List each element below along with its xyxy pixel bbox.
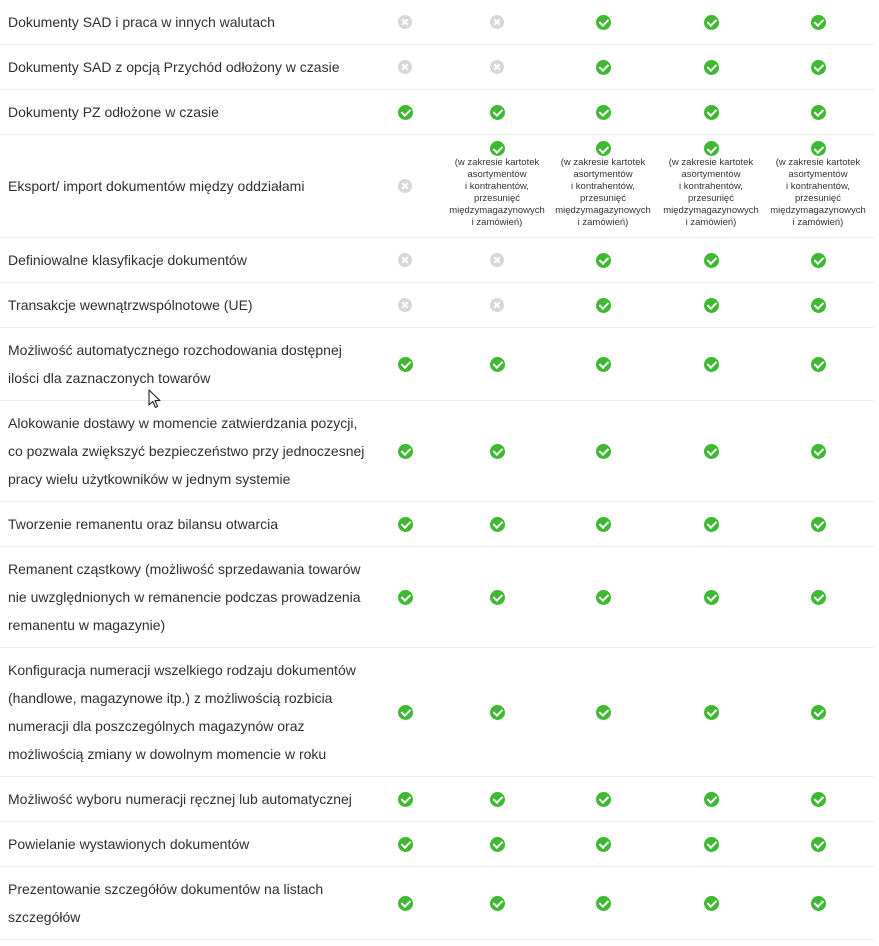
plan-cell [552,90,654,134]
x-circle-icon [398,60,412,74]
check-circle-icon [596,141,611,156]
table-row [0,547,874,648]
plan-cell [374,45,436,89]
feature-label [8,555,373,639]
check-circle-icon [398,357,413,372]
plan-cell [768,135,868,237]
feature-label-line: nie uwzględnionych w remanencie podczas prowadzenia [8,589,361,605]
feature-label-line: Definiowalne klasyfikacje dokumentów [8,252,247,268]
check-circle-icon [811,15,826,30]
scope-note: (w zakresie kartotek asortymentów i kontrahentów, przesunięć międzymagazynowych i zamówień) [449,157,545,228]
check-circle-icon [596,792,611,807]
mouse-cursor-icon [148,389,162,409]
feature-label [8,409,373,493]
check-circle-icon [398,837,413,852]
check-circle-icon [704,444,719,459]
plan-cell [374,283,436,327]
plan-cell [374,777,436,821]
check-circle-icon [490,896,505,911]
plan-cell [552,238,654,282]
check-circle-icon [490,357,505,372]
check-circle-icon [596,517,611,532]
x-circle-icon [490,15,504,29]
scope-note: (w zakresie kartotek asortymentów i kontrahentów, przesunięć międzymagazynowych i zamówień) [663,157,759,228]
check-circle-icon [704,15,719,30]
check-circle-icon [490,792,505,807]
plan-cell [552,283,654,327]
plan-cell [552,547,654,647]
feature-label [8,172,373,200]
table-row [0,777,874,822]
check-circle-icon [398,105,413,120]
check-circle-icon [398,705,413,720]
plan-cell [660,283,762,327]
feature-label-line: pracy wielu użytkowników w jednym systemie [8,471,291,487]
check-circle-icon [596,705,611,720]
plan-cell [552,45,654,89]
feature-label-line: remanentu w magazynie) [8,617,166,633]
check-circle-icon [704,298,719,313]
check-circle-icon [704,896,719,911]
feature-label-line: szczegółów [8,909,81,925]
check-circle-icon [811,357,826,372]
table-row [0,867,874,940]
feature-label-line: Dokumenty SAD z opcją Przychód odłożony w czasie [8,59,340,75]
check-circle-icon [811,837,826,852]
plan-cell [768,45,868,89]
plan-cell [450,0,544,44]
check-circle-icon [398,792,413,807]
check-circle-icon [596,357,611,372]
check-circle-icon [811,896,826,911]
feature-label-line: Transakcje wewnątrzwspólnotowe (UE) [8,297,253,313]
table-row [0,822,874,867]
plan-cell [768,502,868,546]
table-row [0,648,874,777]
table-row [0,328,874,401]
check-circle-icon [811,590,826,605]
feature-label-line: Możliwość wyboru numeracji ręcznej lub automatycznej [8,791,352,807]
feature-label-line: co pozwala zwiększyć bezpieczeństwo przy jednoczesnej [8,443,365,459]
check-circle-icon [704,105,719,120]
table-row [0,238,874,283]
check-circle-icon [596,15,611,30]
feature-label-line: możliwością zmiany w dowolnym momencie w roku [8,746,327,762]
plan-cell [374,401,436,501]
check-circle-icon [704,357,719,372]
feature-label-line: Tworzenie remanentu oraz bilansu otwarcia [8,516,279,532]
check-circle-icon [704,705,719,720]
feature-label-line: Możliwość automatycznego rozchodowania dostępnej [8,342,342,358]
feature-label-line: Dokumenty SAD i praca w innych walutach [8,14,275,30]
plan-cell [552,867,654,939]
check-circle-icon [596,298,611,313]
check-circle-icon [398,444,413,459]
check-circle-icon [704,792,719,807]
feature-label [8,336,373,392]
plan-cell [660,328,762,400]
x-circle-icon [398,253,412,267]
plan-cell [450,502,544,546]
plan-cell [552,502,654,546]
table-row [0,502,874,547]
plan-cell [660,401,762,501]
check-circle-icon [596,60,611,75]
table-row [0,45,874,90]
feature-label [8,53,373,81]
feature-label-line: (handlowe, magazynowe itp.) z możliwością rozbicia [8,690,333,706]
feature-label [8,785,373,813]
check-circle-icon [596,590,611,605]
check-circle-icon [490,590,505,605]
plan-cell [374,135,436,237]
table-row [0,0,874,45]
plan-cell [660,238,762,282]
check-circle-icon [811,253,826,268]
plan-cell [374,238,436,282]
feature-label [8,510,373,538]
plan-cell [660,135,762,237]
plan-cell [450,328,544,400]
plan-cell [450,45,544,89]
feature-label-line: Prezentowanie szczegółów dokumentów na listach [8,881,324,897]
check-circle-icon [811,60,826,75]
plan-cell [768,867,868,939]
plan-cell [768,283,868,327]
feature-label [8,830,373,858]
scope-note: (w zakresie kartotek asortymentów i kontrahentów, przesunięć międzymagazynowych i zamówień) [770,157,866,228]
feature-label-line: numeracji dla poszczególnych magazynów oraz [8,718,305,734]
plan-cell [374,867,436,939]
plan-cell [768,328,868,400]
plan-cell [768,822,868,866]
check-circle-icon [811,141,826,156]
plan-cell [552,822,654,866]
plan-cell [450,822,544,866]
plan-cell [450,90,544,134]
plan-cell [660,0,762,44]
feature-label [8,246,373,274]
check-circle-icon [398,517,413,532]
x-circle-icon [398,15,412,29]
plan-cell [660,502,762,546]
check-circle-icon [490,837,505,852]
x-circle-icon [490,60,504,74]
check-circle-icon [811,298,826,313]
plan-cell [552,777,654,821]
plan-cell [768,547,868,647]
plan-cell [768,401,868,501]
x-circle-icon [490,253,504,267]
feature-label [8,656,373,768]
check-circle-icon [398,896,413,911]
plan-cell [450,283,544,327]
check-circle-icon [490,517,505,532]
plan-cell [660,547,762,647]
feature-label [8,8,373,36]
check-circle-icon [811,792,826,807]
scope-note: (w zakresie kartotek asortymentów i kontrahentów, przesunięć międzymagazynowych i zamówień) [555,157,651,228]
table-row [0,401,874,502]
feature-label [8,875,373,931]
check-circle-icon [490,141,505,156]
check-circle-icon [596,896,611,911]
table-row [0,283,874,328]
x-circle-icon [398,298,412,312]
check-circle-icon [704,837,719,852]
check-circle-icon [811,444,826,459]
plan-cell [450,238,544,282]
plan-cell [450,547,544,647]
plan-cell [374,822,436,866]
plan-cell [552,135,654,237]
plan-cell [374,502,436,546]
feature-label-line: Alokowanie dostawy w momencie zatwierdzania pozycji, [8,415,358,431]
plan-cell [552,0,654,44]
plan-cell [552,648,654,776]
check-circle-icon [596,105,611,120]
plan-cell [450,648,544,776]
check-circle-icon [398,590,413,605]
plan-cell [660,822,762,866]
check-circle-icon [704,517,719,532]
plan-cell [552,401,654,501]
plan-cell [552,328,654,400]
plan-cell [768,777,868,821]
feature-label [8,291,373,319]
plan-cell [768,648,868,776]
plan-cell [660,648,762,776]
plan-cell [374,328,436,400]
plan-cell [660,867,762,939]
table-row [0,90,874,135]
x-circle-icon [490,298,504,312]
feature-label-line: Konfiguracja numeracji wszelkiego rodzaju dokumentów [8,662,356,678]
check-circle-icon [704,590,719,605]
plan-cell [374,0,436,44]
x-circle-icon [398,179,412,193]
check-circle-icon [596,444,611,459]
check-circle-icon [811,517,826,532]
feature-label-line: Eksport/ import dokumentów między oddziałami [8,178,305,194]
check-circle-icon [704,253,719,268]
plan-cell [374,547,436,647]
plan-cell [374,648,436,776]
plan-cell [450,777,544,821]
feature-label-line: Dokumenty PZ odłożone w czasie [8,104,219,120]
feature-label [8,98,373,126]
plan-cell [660,45,762,89]
feature-label-line: Remanent cząstkowy (możliwość sprzedawania towarów [8,561,361,577]
feature-label-line: Powielanie wystawionych dokumentów [8,836,250,852]
plan-cell [374,90,436,134]
plan-cell [660,777,762,821]
check-circle-icon [490,705,505,720]
check-circle-icon [596,253,611,268]
plan-cell [450,401,544,501]
check-circle-icon [490,444,505,459]
check-circle-icon [811,105,826,120]
check-circle-icon [704,141,719,156]
plan-cell [450,867,544,939]
check-circle-icon [704,60,719,75]
feature-label-line: ilości dla zaznaczonych towarów [8,370,211,386]
check-circle-icon [596,837,611,852]
plan-cell [768,238,868,282]
check-circle-icon [490,105,505,120]
table-row [0,135,874,238]
plan-cell [660,90,762,134]
plan-cell [768,90,868,134]
check-circle-icon [811,705,826,720]
plan-cell [450,135,544,237]
plan-cell [768,0,868,44]
